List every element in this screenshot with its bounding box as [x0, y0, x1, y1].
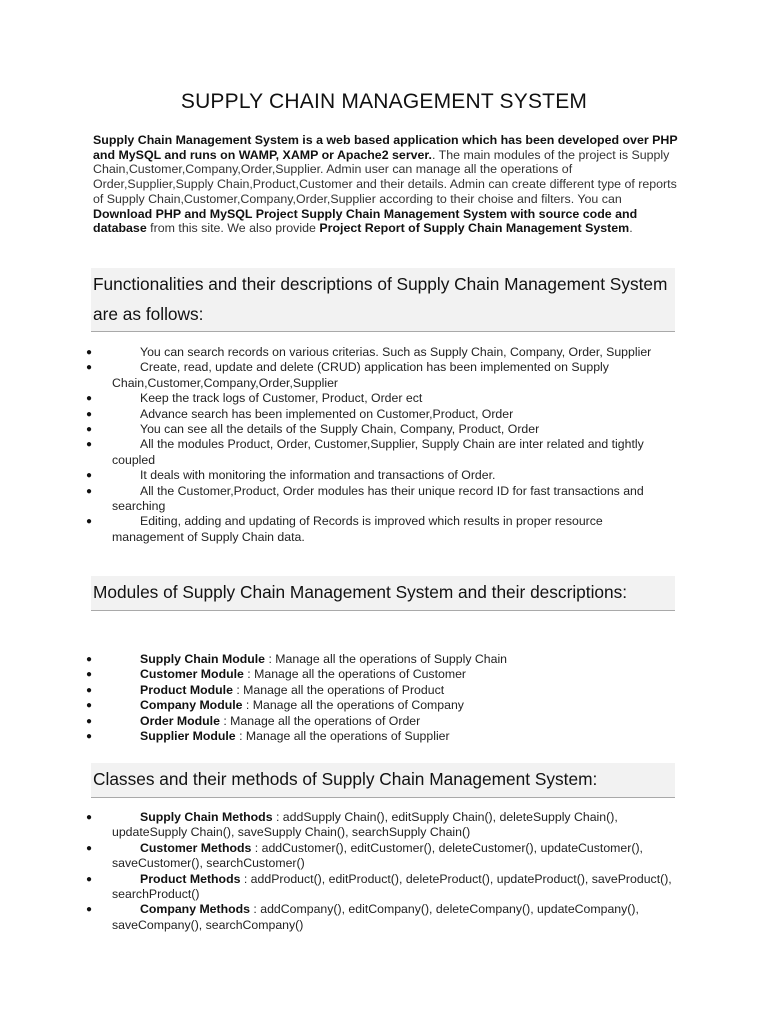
bullet-icon: ● [86, 669, 93, 681]
bullet-icon: ● [86, 393, 93, 405]
module-name: Supplier Module [140, 729, 236, 744]
bullet-icon: ● [86, 516, 93, 528]
bullet-icon: ● [86, 715, 93, 727]
intro-text-1: . The main modules of the project is Supply Chain,Customer,Company,Order,Supplier. Admin user can manage all the operations of Order,Supplier,Supply Chain,Product,Customer and their details. Admin can create different type of reports of Supply Chain,Customer,Company,Order,Supplier according to their choise and filters. You can [93, 147, 677, 206]
list-item [84, 683, 676, 698]
classes-heading: Classes and their methods of Supply Chain Management System: [91, 763, 675, 798]
bullet-icon: ● [86, 439, 93, 451]
list-item-text: It deals with monitoring the information and transactions of Order. [140, 468, 496, 483]
list-item-text: All the Customer,Product, Order modules has their unique record ID for fast transactions and searching [112, 483, 644, 514]
list-item [84, 422, 676, 437]
modules-list [84, 652, 676, 744]
class-methods: : addProduct(), editProduct(), deleteProduct(), updateProduct(), saveProduct(), searchProduct() [112, 871, 672, 902]
bullet-icon: ● [86, 873, 93, 885]
list-item-text: Advance search has been implemented on Customer,Product, Order [140, 406, 514, 421]
bullet-icon: ● [86, 700, 93, 712]
module-desc: : Manage all the operations of Supplier [235, 729, 450, 744]
classes-list [84, 810, 676, 933]
list-item [84, 667, 676, 682]
class-name: Customer Methods [140, 840, 252, 855]
list-item [84, 484, 676, 515]
module-desc: : Manage all the operations of Customer [243, 667, 467, 682]
module-desc: : Manage all the operations of Order [219, 713, 421, 728]
page-title: SUPPLY CHAIN MANAGEMENT SYSTEM [180, 90, 588, 113]
intro-bold-1: Supply Chain Management System is a web based application which has been developed over PHP and MySQL and runs on WAMP, XAMP or Apache2 server. [93, 133, 678, 162]
bullet-icon: ● [86, 362, 93, 374]
list-item-text: Editing, adding and updating of Records is improved which results in proper resource management of Supply Chain data. [112, 514, 603, 544]
list-item [84, 345, 676, 360]
bullet-icon: ● [86, 470, 93, 482]
class-name: Supply Chain Methods [140, 810, 273, 824]
module-desc: : Manage all the operations of Supply Chain [265, 652, 508, 666]
list-item [84, 468, 676, 483]
bullet-icon: ● [86, 347, 93, 358]
list-item [84, 407, 676, 422]
list-item [84, 714, 676, 729]
list-item [84, 652, 676, 667]
class-methods: : addCustomer(), editCustomer(), deleteCustomer(), updateCustomer(), saveCustomer(), searchCustomer() [112, 840, 643, 871]
bullet-icon: ● [86, 731, 93, 743]
intro-bold-3: Project Report of Supply Chain Management System [319, 221, 630, 236]
bullet-icon: ● [86, 684, 93, 696]
list-item [84, 902, 676, 933]
list-item [84, 872, 676, 903]
list-item [84, 729, 676, 744]
class-methods: : addSupply Chain(), editSupply Chain(), deleteSupply Chain(), updateSupply Chain(), saveSupply Chain(), searchSupply Chain() [112, 810, 618, 840]
bullet-icon: ● [86, 485, 93, 497]
list-item-text: Keep the track logs of Customer, Product, Order ect [140, 391, 423, 406]
list-item [84, 841, 676, 872]
class-name: Company Methods [140, 902, 250, 917]
intro-text-3: . [629, 221, 633, 236]
list-item-text: You can see all the details of the Supply Chain, Company, Product, Order [140, 422, 540, 437]
bullet-icon: ● [86, 424, 93, 436]
module-name: Order Module [140, 713, 220, 728]
list-item [84, 698, 676, 713]
list-item-text: You can search records on various criterias. Such as Supply Chain, Company, Order, Supplier [140, 345, 652, 359]
bullet-icon: ● [86, 408, 93, 420]
list-item-text: All the modules Product, Order, Customer,Supplier, Supply Chain are inter related and tightly coupled [112, 437, 644, 467]
bullet-icon: ● [86, 654, 93, 665]
functionalities-heading: Functionalities and their descriptions of Supply Chain Management System are as follows: [91, 268, 675, 332]
intro-paragraph [93, 133, 678, 236]
intro-text-2: from this site. We also provide [146, 221, 320, 236]
list-item [84, 810, 676, 841]
list-item [84, 360, 676, 391]
bullet-icon: ● [86, 904, 93, 916]
bullet-icon: ● [86, 812, 93, 823]
module-name: Product Module [140, 682, 233, 697]
module-desc: : Manage all the operations of Company [242, 698, 464, 713]
list-item-text: Create, read, update and delete (CRUD) application has been implemented on Supply Chain,Customer,Company,Order,Supplier [112, 360, 609, 390]
list-item [84, 437, 676, 468]
list-item [84, 514, 676, 545]
module-name: Customer Module [140, 667, 244, 682]
module-desc: : Manage all the operations of Product [232, 682, 445, 697]
bullet-icon: ● [86, 842, 93, 854]
module-name: Company Module [140, 698, 243, 713]
module-name: Supply Chain Module [140, 652, 266, 666]
class-name: Product Methods [140, 871, 241, 886]
list-item [84, 391, 676, 406]
intro-bold-2: Download PHP and MySQL Project Supply Chain Management System with source code and database [93, 206, 638, 236]
modules-heading: Modules of Supply Chain Management System and their descriptions: [91, 576, 675, 611]
functionalities-list [84, 345, 676, 545]
class-methods: : addCompany(), editCompany(), deleteCompany(), updateCompany(), saveCompany(), searchCompany() [112, 902, 639, 932]
